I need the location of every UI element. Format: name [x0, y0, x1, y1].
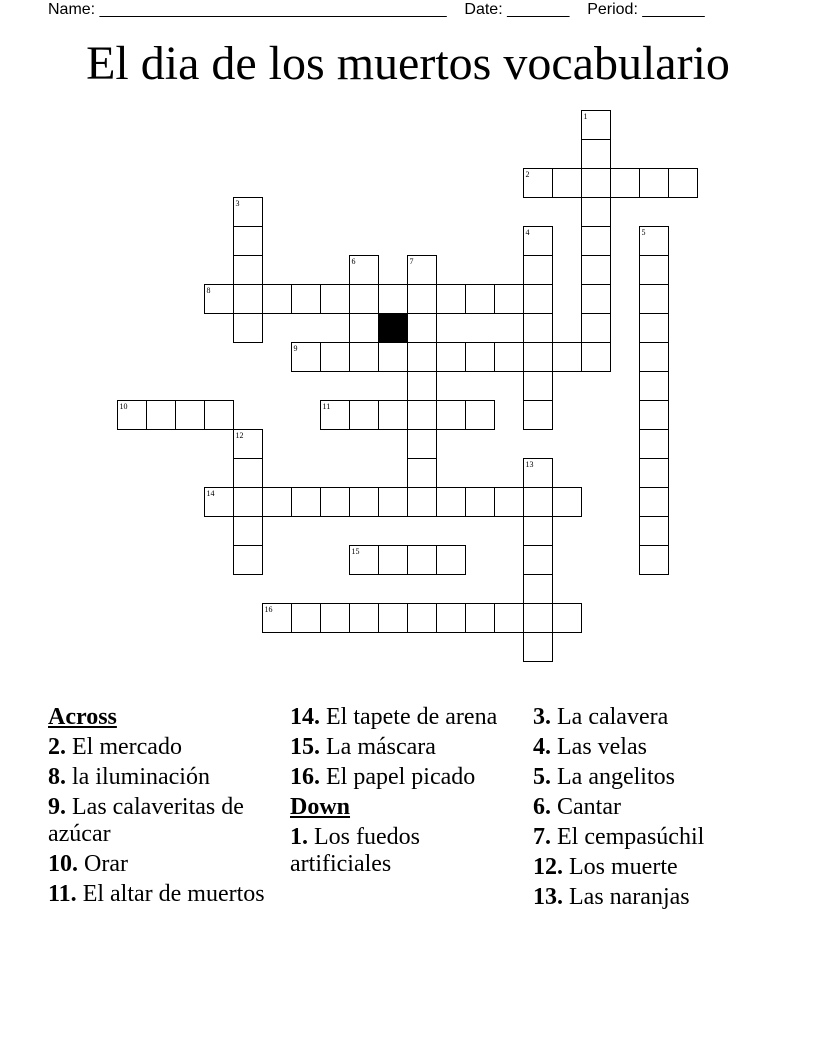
clue-number: 4. [533, 734, 551, 760]
clue-down-12 [533, 854, 773, 881]
crossword-cell[interactable] [639, 516, 669, 546]
clues-column-2 [290, 704, 520, 881]
crossword-cell[interactable] [523, 516, 553, 546]
clue-text: La máscara [326, 734, 436, 760]
clue-text: El mercado [72, 734, 182, 760]
crossword-cell[interactable] [233, 429, 263, 459]
crossword-cell[interactable] [407, 545, 437, 575]
crossword-cell[interactable] [291, 487, 321, 517]
crossword-cell[interactable] [320, 487, 350, 517]
clue-down-4 [533, 734, 773, 761]
clue-down-3 [533, 704, 773, 731]
clue-text: Las calaveritas de azúcar [48, 794, 244, 847]
clue-down-13 [533, 884, 773, 911]
crossword-cell[interactable] [436, 342, 466, 372]
crossword-cell[interactable] [291, 284, 321, 314]
clue-number-label: 6 [351, 256, 356, 266]
crossword-cell[interactable] [581, 342, 611, 372]
clue-text: El altar de muertos [82, 881, 265, 907]
crossword-cell[interactable] [581, 110, 611, 140]
crossword-cell[interactable] [639, 255, 669, 285]
period-blank[interactable]: _______ [642, 1, 705, 18]
crossword-cell[interactable] [233, 197, 263, 227]
date-label: Date: [464, 1, 503, 18]
across-heading: Across [48, 704, 117, 730]
crossword-cell[interactable] [581, 313, 611, 343]
clue-text: Los fuedos artificiales [290, 824, 420, 877]
clue-down-5 [533, 764, 773, 791]
crossword-cell[interactable] [639, 284, 669, 314]
clue-text: El papel picado [326, 764, 476, 790]
crossword-cell[interactable] [523, 545, 553, 575]
clue-number: 6. [533, 794, 551, 820]
crossword-cell[interactable] [378, 284, 408, 314]
crossword-cell[interactable] [407, 284, 437, 314]
crossword-cell[interactable] [610, 168, 640, 198]
crossword-cell[interactable] [523, 168, 553, 198]
crossword-cell[interactable] [494, 342, 524, 372]
date-blank[interactable]: _______ [507, 1, 570, 18]
crossword-cell[interactable] [233, 255, 263, 285]
crossword-cell[interactable] [262, 284, 292, 314]
crossword-cell[interactable] [349, 400, 379, 430]
clue-text: la iluminación [72, 764, 210, 790]
crossword-cell[interactable] [436, 284, 466, 314]
page-title: El dia de los muertos vocabulario [86, 37, 730, 90]
crossword-cell[interactable] [581, 197, 611, 227]
crossword-cell[interactable] [552, 168, 582, 198]
crossword-cell[interactable] [523, 313, 553, 343]
crossword-cell[interactable] [146, 400, 176, 430]
crossword-cell[interactable] [349, 342, 379, 372]
clue-number: 9. [48, 794, 66, 820]
clue-number: 7. [533, 824, 551, 850]
crossword-cell[interactable] [378, 342, 408, 372]
clue-number: 14. [290, 704, 320, 730]
clue-number: 16. [290, 764, 320, 790]
clue-text: El tapete de arena [326, 704, 498, 730]
clue-across-15 [290, 734, 520, 761]
clue-number-label: 13 [525, 459, 534, 469]
crossword-cell[interactable] [523, 458, 553, 488]
crossword-cell[interactable] [407, 400, 437, 430]
crossword-cell[interactable] [639, 371, 669, 401]
crossword-cell[interactable] [204, 400, 234, 430]
crossword-cell[interactable] [407, 371, 437, 401]
crossword-cell[interactable] [523, 574, 553, 604]
crossword-cell[interactable] [581, 139, 611, 169]
crossword-cell[interactable] [204, 487, 234, 517]
crossword-cell[interactable] [349, 284, 379, 314]
crossword-cell[interactable] [639, 458, 669, 488]
crossword-cell[interactable] [378, 603, 408, 633]
crossword-cell[interactable] [494, 284, 524, 314]
crossword-cell[interactable] [378, 487, 408, 517]
clue-across-8 [48, 764, 278, 791]
crossword-cell[interactable] [465, 603, 495, 633]
clue-text: Cantar [557, 794, 621, 820]
crossword-cell[interactable] [320, 284, 350, 314]
crossword-cell[interactable] [668, 168, 698, 198]
crossword-cell[interactable] [320, 342, 350, 372]
crossword-cell[interactable] [523, 603, 553, 633]
clue-across-14 [290, 704, 520, 731]
crossword-cell[interactable] [523, 487, 553, 517]
crossword-cell[interactable] [204, 284, 234, 314]
crossword-cell[interactable] [639, 168, 669, 198]
crossword-cell[interactable] [407, 342, 437, 372]
crossword-cell[interactable] [639, 226, 669, 256]
clue-text: Las velas [557, 734, 647, 760]
crossword-cell[interactable] [233, 487, 263, 517]
crossword-cell[interactable] [407, 458, 437, 488]
crossword-cell[interactable] [552, 342, 582, 372]
name-label: Name: [48, 1, 96, 18]
crossword-cell[interactable] [436, 603, 466, 633]
clue-number-label: 3 [235, 198, 240, 208]
clue-down-1 [290, 824, 520, 878]
clue-number-label: 15 [351, 546, 360, 556]
period-label: Period: [587, 1, 638, 18]
crossword-cell[interactable] [291, 603, 321, 633]
crossword-cell[interactable] [581, 255, 611, 285]
clue-number-label: 10 [119, 401, 128, 411]
clue-number-label: 8 [206, 285, 211, 295]
crossword-cell[interactable] [465, 400, 495, 430]
crossword-cell[interactable] [291, 342, 321, 372]
clue-text: Los muerte [569, 854, 678, 880]
crossword-cell[interactable] [523, 371, 553, 401]
clues-column-1 [48, 704, 278, 911]
crossword-cell[interactable] [349, 255, 379, 285]
clue-across-16 [290, 764, 520, 791]
clue-text: El cempasúchil [557, 824, 705, 850]
crossword-cell[interactable] [407, 255, 437, 285]
clue-text: Las naranjas [569, 884, 690, 910]
clue-down-6 [533, 794, 773, 821]
crossword-cell[interactable] [639, 342, 669, 372]
crossword-cell[interactable] [378, 400, 408, 430]
clue-number: 1. [290, 824, 308, 850]
crossword-cell[interactable] [465, 284, 495, 314]
clue-across-9 [48, 794, 278, 848]
clue-number-label: 12 [235, 430, 244, 440]
clues-column-3 [533, 704, 773, 914]
crossword-cell[interactable] [262, 603, 292, 633]
crossword-cell[interactable] [639, 487, 669, 517]
clue-number-label: 1 [583, 111, 588, 121]
clue-number-label: 14 [206, 488, 215, 498]
crossword-cell[interactable] [320, 400, 350, 430]
clue-number: 8. [48, 764, 66, 790]
crossword-cell[interactable] [523, 400, 553, 430]
clue-number-label: 5 [641, 227, 646, 237]
clue-text: Orar [84, 851, 128, 877]
crossword-cell[interactable] [494, 487, 524, 517]
crossword-cell[interactable] [233, 458, 263, 488]
crossword-cell[interactable] [639, 400, 669, 430]
clue-number: 12. [533, 854, 563, 880]
crossword-cell[interactable] [233, 516, 263, 546]
clue-down-7 [533, 824, 773, 851]
crossword-cell[interactable] [523, 255, 553, 285]
crossword-cell[interactable] [494, 603, 524, 633]
crossword-cell[interactable] [320, 603, 350, 633]
clue-across-10 [48, 851, 278, 878]
crossword-cell[interactable] [465, 342, 495, 372]
crossword-cell[interactable] [407, 603, 437, 633]
crossword-cell[interactable] [581, 168, 611, 198]
crossword-cell[interactable] [175, 400, 205, 430]
clue-number: 11. [48, 881, 77, 907]
crossword-cell[interactable] [233, 284, 263, 314]
clue-number: 2. [48, 734, 66, 760]
clue-across-2 [48, 734, 278, 761]
crossword-cell[interactable] [552, 603, 582, 633]
crossword-cell[interactable] [639, 545, 669, 575]
crossword-cell[interactable] [581, 226, 611, 256]
clue-across-11 [48, 881, 278, 908]
crossword-cell[interactable] [523, 632, 553, 662]
down-heading: Down [290, 794, 351, 820]
black-cell [378, 313, 408, 343]
crossword-cell[interactable] [378, 545, 408, 575]
crossword-cell[interactable] [465, 487, 495, 517]
clue-text: La angelitos [557, 764, 675, 790]
clue-number: 5. [533, 764, 551, 790]
clue-number: 13. [533, 884, 563, 910]
crossword-cell[interactable] [639, 429, 669, 459]
crossword-cell[interactable] [117, 400, 147, 430]
clue-number-label: 7 [409, 256, 414, 266]
clue-number-label: 11 [322, 401, 331, 411]
name-blank[interactable]: _______________________________________ [99, 1, 447, 18]
clue-number-label: 16 [264, 604, 273, 614]
clue-number-label: 9 [293, 343, 298, 353]
crossword-cell[interactable] [407, 313, 437, 343]
clue-number: 15. [290, 734, 320, 760]
crossword-cell[interactable] [349, 545, 379, 575]
crossword-cell[interactable] [233, 313, 263, 343]
crossword-cell[interactable] [436, 487, 466, 517]
crossword-cell[interactable] [436, 400, 466, 430]
crossword-cell[interactable] [639, 313, 669, 343]
crossword-cell[interactable] [349, 313, 379, 343]
crossword-cell[interactable] [523, 284, 553, 314]
clue-text: La calavera [557, 704, 669, 730]
crossword-cell[interactable] [262, 487, 292, 517]
clue-number: 10. [48, 851, 78, 877]
crossword-cell[interactable] [552, 487, 582, 517]
clue-number: 3. [533, 704, 551, 730]
clue-number-label: 2 [525, 169, 530, 179]
crossword-cell[interactable] [233, 226, 263, 256]
crossword-cell[interactable] [407, 429, 437, 459]
crossword-cell[interactable] [349, 603, 379, 633]
crossword-cell[interactable] [523, 342, 553, 372]
crossword-cell[interactable] [436, 545, 466, 575]
crossword-cell[interactable] [523, 226, 553, 256]
clue-number-label: 4 [525, 227, 530, 237]
crossword-cell[interactable] [407, 487, 437, 517]
crossword-cell[interactable] [581, 284, 611, 314]
crossword-cell[interactable] [349, 487, 379, 517]
crossword-cell[interactable] [233, 545, 263, 575]
